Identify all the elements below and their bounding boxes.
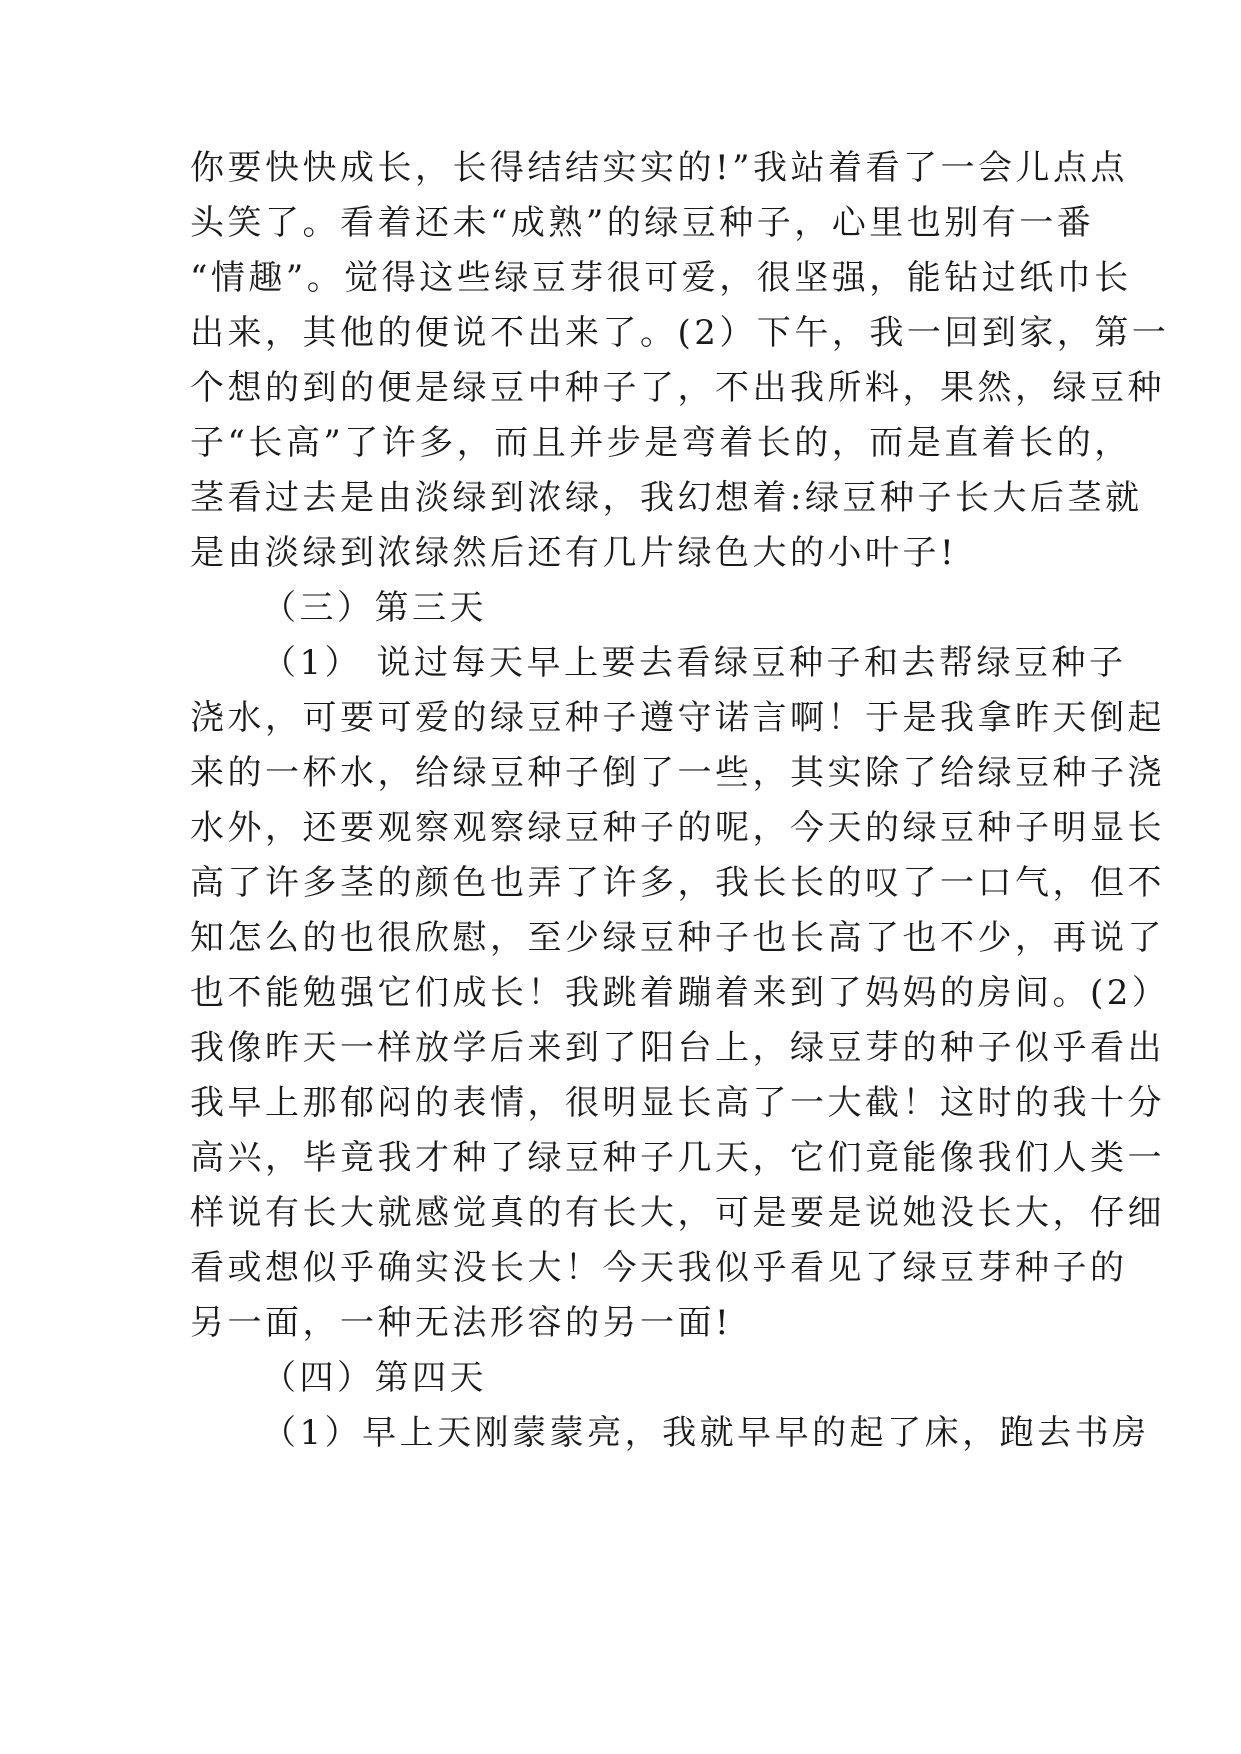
text-line: 浇水，可要可爱的绿豆种子遵守诺言啊！于是我拿昨天倒起: [190, 698, 1165, 738]
text-line: 我早上那郁闷的表情，很明显长高了一大截！这时的我十分: [190, 1083, 1165, 1123]
text-line: 另一面，一种无法形容的另一面!: [190, 1303, 733, 1343]
text-line: 你要快快成长，长得结结实实的!”我站着看了一会儿点点: [190, 148, 1129, 188]
text-line: 来的一杯水，给绿豆种子倒了一些，其实除了给绿豆种子浇: [190, 753, 1165, 793]
text-line: 样说有长大就感觉真的有长大，可是要是说她没长大，仔细: [190, 1193, 1165, 1233]
text-line: 子“长高”了许多，而且并步是弯着长的，而是直着长的，: [190, 423, 1132, 463]
text-line: 是由淡绿到浓绿然后还有几片绿色大的小叶子!: [190, 533, 958, 573]
text-line: “情趣”。觉得这些绿豆芽很可爱，很坚强，能钻过纸巾长: [190, 258, 1132, 298]
section-heading-day-three: （三）第三天: [262, 588, 487, 628]
text-line: 出来，其他的便说不出来了。(2）下午，我一回到家，第一: [190, 313, 1170, 353]
text-line: 高兴，毕竟我才种了绿豆种子几天，它们竟能像我们人类一: [190, 1138, 1165, 1178]
text-line: 个想的到的便是绿豆中种子了，不出我所料，果然，绿豆种: [190, 368, 1165, 408]
text-line: 看或想似乎确实没长大！今天我似乎看见了绿豆芽种子的: [190, 1248, 1128, 1288]
text-line: （1）早上天刚蒙蒙亮，我就早早的起了床，跑去书房: [262, 1413, 1150, 1453]
text-line: 知怎么的也很欣慰，至少绿豆种子也长高了也不少，再说了: [190, 918, 1165, 958]
text-line: 我像昨天一样放学后来到了阳台上，绿豆芽的种子似乎看出: [190, 1028, 1165, 1068]
section-heading-day-four: （四）第四天: [262, 1358, 487, 1398]
text-line: （1） 说过每天早上要去看绿豆种子和去帮绿豆种子: [262, 643, 1127, 683]
text-line: 也不能勉强它们成长！我跳着蹦着来到了妈妈的房间。(2）: [190, 973, 1170, 1013]
text-line: 茎看过去是由淡绿到浓绿，我幻想着:绿豆种子长大后茎就: [190, 478, 1143, 518]
text-line: 水外，还要观察观察绿豆种子的呢，今天的绿豆种子明显长: [190, 808, 1165, 848]
text-line: 高了许多茎的颜色也弄了许多，我长长的叹了一口气，但不: [190, 863, 1165, 903]
text-line: 头笑了。看着还未“成熟”的绿豆种子，心里也别有一番: [190, 203, 1095, 243]
